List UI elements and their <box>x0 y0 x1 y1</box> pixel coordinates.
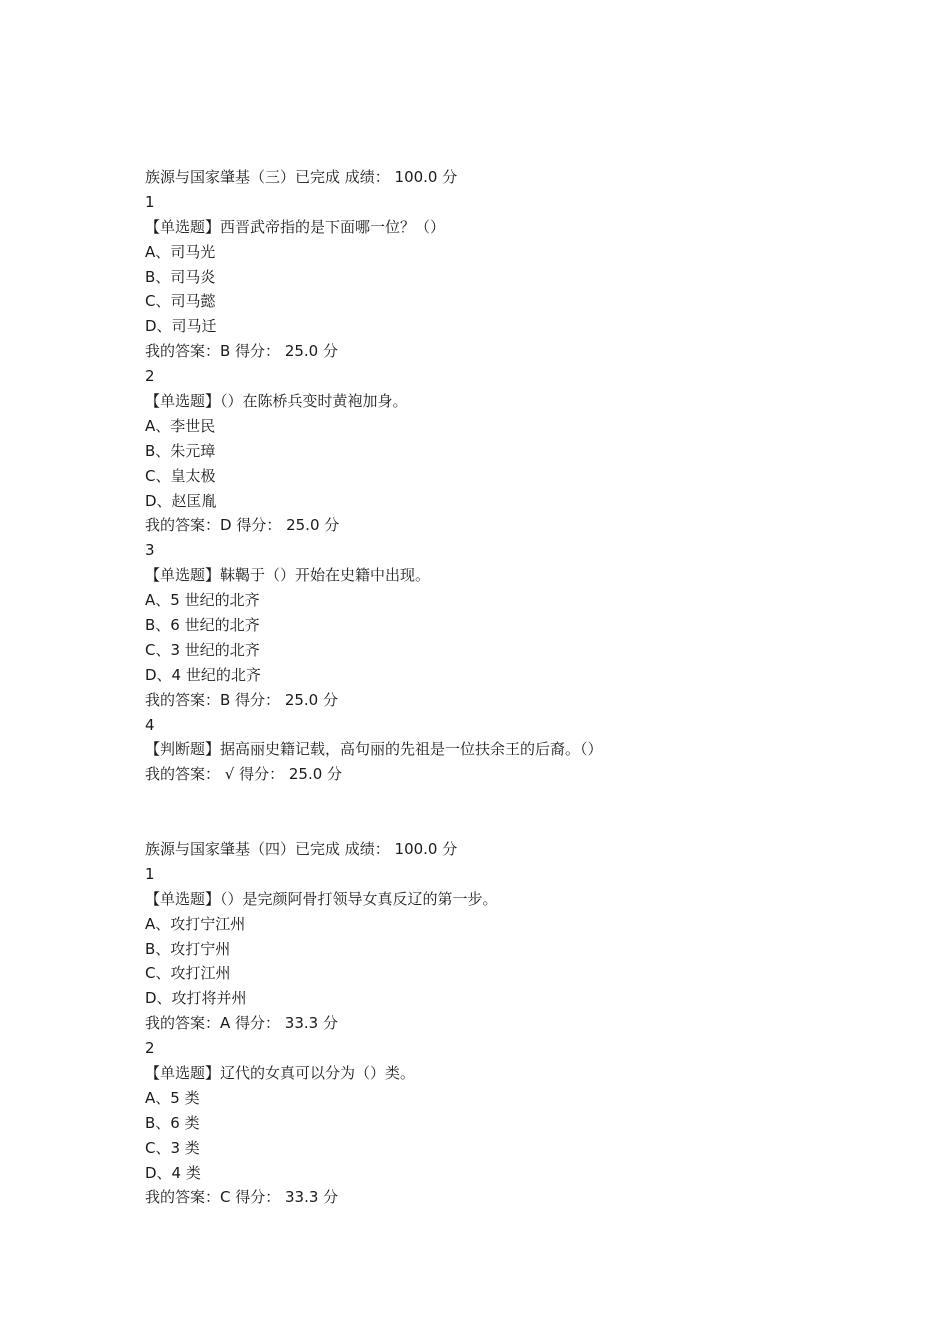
option-b: B、6 世纪的北齐 <box>145 616 260 635</box>
option-c: C、司马懿 <box>145 292 216 311</box>
question-stem: 【单选题】（）在陈桥兵变时黄袍加身。 <box>145 392 408 411</box>
answer-score: 我的答案： √ 得分： 25.0 分 <box>145 765 343 784</box>
answer-score: 我的答案：B 得分： 25.0 分 <box>145 690 338 709</box>
option-c: C、3 世纪的北齐 <box>145 640 260 659</box>
quiz-section-4 <box>145 837 845 1210</box>
option-c: C、攻打江州 <box>145 964 231 983</box>
question-stem: 【单选题】（）是完颜阿骨打领导女真反辽的第一步。 <box>145 889 498 908</box>
question-number: 3 <box>145 541 155 560</box>
option-a: A、攻打宁江州 <box>145 914 246 933</box>
option-d: D、4 类 <box>145 1163 201 1182</box>
option-b: B、攻打宁州 <box>145 939 231 958</box>
option-d: D、攻打将并州 <box>145 989 247 1008</box>
question-stem: 【判断题】据高丽史籍记载，高句丽的先祖是一位扶余王的后裔。（） <box>145 740 603 759</box>
answer-score: 我的答案：C 得分： 33.3 分 <box>145 1188 339 1207</box>
option-a: A、李世民 <box>145 416 216 435</box>
question-number: 2 <box>145 1039 155 1058</box>
option-a: A、5 类 <box>145 1088 200 1107</box>
option-b: B、6 类 <box>145 1113 200 1132</box>
question-number: 2 <box>145 367 155 386</box>
answer-score: 我的答案：B 得分： 25.0 分 <box>145 342 338 361</box>
answer-score: 我的答案：D 得分： 25.0 分 <box>145 516 340 535</box>
option-c: C、皇太极 <box>145 466 216 485</box>
option-c: C、3 类 <box>145 1138 200 1157</box>
option-d: D、司马迁 <box>145 317 217 336</box>
question-stem: 【单选题】辽代的女真可以分为（）类。 <box>145 1064 416 1083</box>
option-a: A、5 世纪的北齐 <box>145 591 260 610</box>
section-header: 族源与国家肇基（四）已完成 成绩： 100.0 分 <box>145 840 458 858</box>
answer-score: 我的答案：A 得分： 33.3 分 <box>145 1014 338 1033</box>
option-d: D、赵匡胤 <box>145 491 217 510</box>
option-b: B、司马炎 <box>145 267 216 286</box>
quiz-section-3 <box>145 165 845 787</box>
question-number: 1 <box>145 864 155 883</box>
question-stem: 【单选题】靺鞨于（）开始在史籍中出现。 <box>145 566 431 585</box>
question-number: 4 <box>145 715 155 734</box>
section-header: 族源与国家肇基（三）已完成 成绩： 100.0 分 <box>145 168 458 186</box>
option-a: A、司马光 <box>145 242 216 261</box>
question-stem: 【单选题】西晋武帝指的是下面哪一位？（） <box>145 217 446 236</box>
question-number: 1 <box>145 192 155 211</box>
option-d: D、4 世纪的北齐 <box>145 665 261 684</box>
option-b: B、朱元璋 <box>145 441 216 460</box>
